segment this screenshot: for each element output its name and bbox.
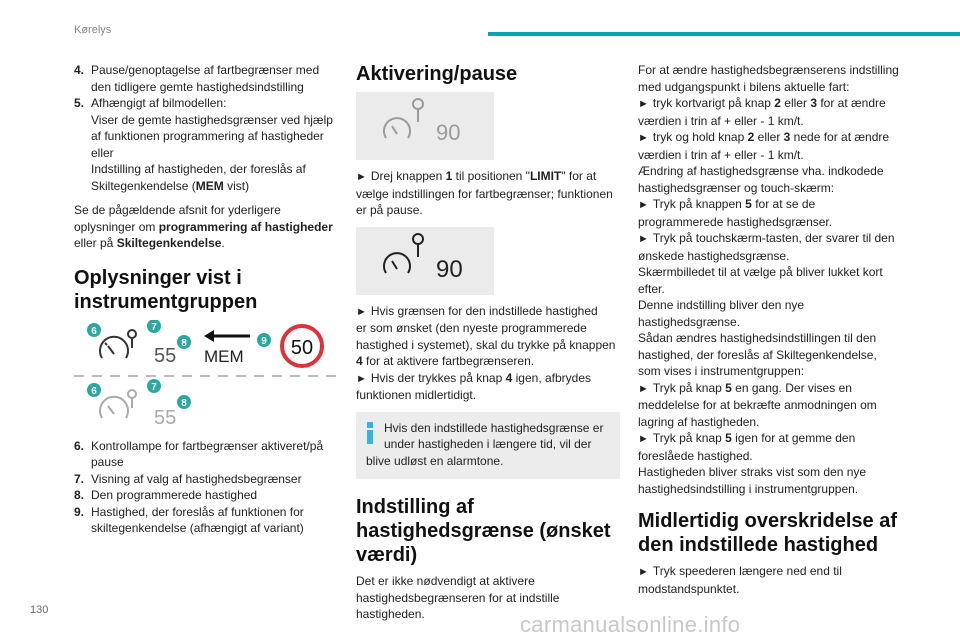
paragraph-activate: ► Hvis grænsen for den indstillede hastighed er som ønsket (den nyeste programmerede hastighed i systemet), skal du trykke på knappen 4 for at aktivere fartbegrænseren. ► Hvis der trykkes på knap 4 igen, afbrydes funktionen midlertidigt.	[356, 303, 616, 402]
list-item-4: 4. Pause/genoptagelse af fartbegrænser med den tidligere gemte hastighedsindstilling	[74, 63, 320, 94]
heading-temporary-overrun: Midlertidig overskridelse af den indstillede hastighed	[638, 510, 897, 556]
programmed-speed-top: 55	[154, 344, 177, 367]
column-3: For at ændre hastighedsbegrænserens indstilling med udgangspunkt i bilens aktuelle fart: ► tryk kortvarigt på knap 2 eller 3 for at ændre værdien i trin af + eller - 1 km/t. ► tryk og hold knap 2 eller 3 nede for at ændre værdien i trin af + eller - 1 km/t. Ændring af hastighedsgrænse vha. indkodede hastighedsgrænser og touch-skærm: ► Tryk på knappen 5 for at se de programmerede hastighedsgrænser. ► Tryk på touchskærm-tasten, der svarer til den ønskede hastighedsgrænse. Skærmbilledet til at vælge på bliver lukket kort efter. Denne indstilling bliver den nye hastighedsgrænse. Sådan ændres hastighedsindstillingen til den hastighed, der foreslås af Skiltegenkendelse, som vises i instrumentgruppen: ► Tryk på knap 5 en gang. Der vises en meddelelse for at bekræfte anmodningen om lagring af hastigheden. ► Tryk på knap 5 igen for at gemme den foreslåede hastighed. Hastigheden bliver straks vist som den nye hastighedsindstilling i instrumentgruppen. Midlertidig overskridelse af den indstillede hastighed ► Tryk speederen længere ned end til modstandspunktet.	[638, 62, 910, 597]
svg-text:7: 7	[151, 381, 157, 393]
heading-instrument-info: Oplysninger vist i instrumentgruppen	[74, 266, 258, 313]
heading-activation-pause: Aktivering/pause	[356, 63, 518, 85]
badge-9-label: 9	[261, 335, 267, 347]
programmed-speed-bottom: 55	[154, 406, 177, 429]
info-icon	[366, 422, 374, 444]
list-item-9: 9. Hastighed, der foreslås af funktionen for skiltegenkendelse (afhængigt af variant)	[74, 504, 304, 535]
display-active-illustration	[356, 227, 494, 295]
display-speed-paused: 90	[436, 120, 461, 145]
instrument-cluster-illustration	[74, 320, 336, 430]
paragraph-turn-knob: ► Drej knappen 1 til positionen "LIMIT" for at vælge indstillingen for fartbegrænser; funktionen er på pause.	[356, 169, 613, 217]
list-item-7: 7. Visning af valg af hastighedsbegrænser	[74, 471, 302, 486]
column-2	[356, 62, 620, 623]
badge-7-label: 7	[151, 321, 157, 333]
mem-label: MEM	[204, 346, 244, 366]
svg-text:6: 6	[91, 385, 97, 397]
arrowhead	[204, 330, 214, 342]
reference-paragraph: Se de pågældende afsnit for yderligere oplysninger om programmering af hastigheder eller på Skiltegenkendelse.	[74, 203, 333, 250]
paragraph-no-need: Det er ikke nødvendigt at aktivere hastighedsbegrænseren for at indstille hastigheden.	[356, 574, 560, 621]
list-item-6: 6. Kontrollampe for fartbegrænser aktiveret/på pause	[74, 438, 324, 469]
list-item-8: 8. Den programmerede hastighed	[74, 488, 258, 502]
section-title: Kørelys	[74, 24, 112, 36]
list-item-5: 5. Afhængigt af bilmodellen: Viser de gemte hastighedsgrænser ved hjælp af funktionen programmering af hastigheder eller Indstilling af hastigheden, der foreslås af Skiltegenkendelse (MEM vist)	[74, 96, 333, 193]
speedometer-paused-icon	[100, 390, 136, 418]
info-note: Hvis den indstillede hastighedsgrænse er under hastigheden i længere tid, vil der blive udløst en alarmtone.	[356, 412, 620, 480]
display-paused-illustration	[356, 92, 494, 160]
speedometer-paused-icon	[384, 99, 423, 138]
badge-8-label: 8	[181, 337, 187, 349]
display-speed-active: 90	[436, 255, 463, 283]
speedometer-icon	[100, 330, 136, 358]
watermark: carmanualsonline.info	[520, 612, 741, 637]
column-1	[74, 62, 340, 537]
header-accent-bar	[488, 32, 960, 36]
badge-6-label: 6	[91, 325, 97, 337]
speedometer-active-icon	[384, 234, 423, 273]
page-number: 130	[30, 604, 49, 616]
speed-limit-value: 50	[290, 336, 314, 359]
heading-set-limit: Indstilling af hastighedsgrænse (ønsket værdi)	[356, 496, 611, 566]
svg-text:8: 8	[181, 397, 187, 409]
cluster-svg	[74, 320, 336, 430]
